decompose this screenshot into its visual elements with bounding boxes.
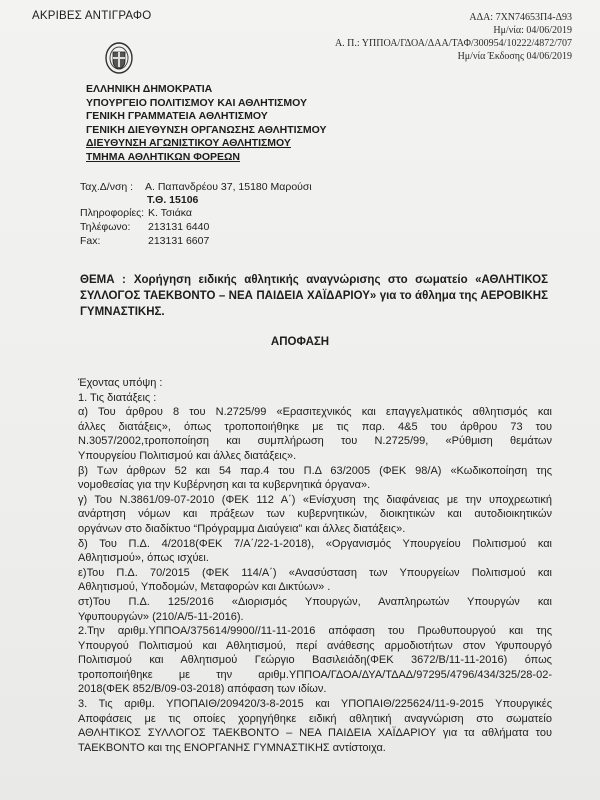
body-line: Ν.3057/2002,τροποποίηση και συμπλήρωση του Ν.2725/99, «Ρύθμιση θεμάτων [78,435,552,448]
body-line: β) Των άρθρων 52 και 54 παρ.4 του Π.Δ 63/2005 (ΦΕΚ 98/Α) «Κωδικοποίηση της [78,464,552,477]
date-line: Ημ/νία: 04/06/2019 [493,25,572,36]
subject-text: Χορήγηση ειδικής αθλητικής αναγνώρισης στο σωματείο «ΑΘΛΗΤΙΚΟΣ ΣΥΛΛΟΓΟΣ ΤΑΕΚΒΟΝΤΟ – ΝΕΑ ΠΑΙΔΕΙΑ ΧΑΪΔΑΡΙΟΥ» για το άθλημα της ΑΕΡΟΒΙΚΗΣ ΓΥΜΝΑΣΤΙΚΗΣ. [80,274,548,318]
address-label: Ταχ.Δ/νση : [80,181,134,193]
body-line: 1. Τις διατάξεις : [78,391,157,404]
decision-title: ΑΠΟΦΑΣΗ [270,336,330,348]
body-line: 2.Την αριθμ.ΥΠΠΟΑ/375614/9900//11-11-2016 απόφαση του Πρωθυπουργού και της [78,625,552,638]
body-line: άλλες διατάξεις», όπως τροποποιήθηκε με τις παρ. 4&5 του άρθρου 73 του [78,420,552,433]
issuing-authority-header [86,83,327,164]
certified-copy-stamp: ΑΚΡΙΒΕΣ ΑΝΤΙΓΡΑΦΟ [32,10,152,22]
subject-label: ΘΕΜΑ : [80,274,126,286]
protocol-number: Α. Π.: ΥΠΠΟΑ/ΓΔΟΑ/ΔΑΑ/ΤΑΦ/300954/10222/4872/707 [334,38,572,49]
body-line: Αποφάσεις με τις οποίες χορηγήθηκε ειδική αθλητική αναγνώριση στο σωματείο [78,712,552,725]
body-line: Έχοντας υπόψη : [78,377,163,389]
phone-value: 213131 6440 [148,221,210,233]
body-line: τροποποιήθηκε με την αριθμ.ΥΠΠΟΑ/ΓΔΟΑ/ΔΥΑ/ΤΔΑΔ/97295/4796/434/325/28-02- [78,668,552,681]
body-line: στ)Του Π.Δ. 125/2016 «Διορισμός Υπουργών, Αναπληρωτών Υπουργών και [78,595,552,608]
issue-date: Ημ/νία Έκδοσης 04/06/2019 [457,51,572,62]
body-line: Πολιτισμού και Αθλητισμού Γεώργιο Βασιλειάδη(ΦΕΚ 3672/Β/11-11-2016) όπως [78,654,552,667]
body-line: οργάνων στο διαδίκτυο “Πρόγραμμα Διαύγεια” και άλλες διατάξεις». [78,522,406,535]
body-line: Αθλητισμού, Υποδομών, Μεταφορών και Δικτύων» . [78,581,331,594]
body-line: ε)Του Π.Δ. 70/2015 (ΦΕΚ 114/Α΄) «Ανασύσταση των Υπουργείων Πολιτισμού και [78,566,552,579]
body-line: Υφυπουργών» (210/Α/5-11-2016). [78,610,244,623]
info-value: Κ. Τσιάκα [148,207,192,219]
body-line: νομοθεσίας για την Κυβέρνηση και τα κυβερνητικά όργανα». [78,479,371,492]
info-label: Πληροφορίες: [80,207,145,219]
fax-label: Fax: [80,235,101,247]
header-line-directorate: ΔΙΕΥΘΥΝΣΗ ΑΓΩΝΙΣΤΙΚΟΥ ΑΘΛΗΤΙΣΜΟΥ [86,137,291,149]
header-line-republic: ΕΛΛΗΝΙΚΗ ΔΗΜΟΚΡΑΤΙΑ [86,83,213,95]
postal-box: Τ.Θ. 15106 [147,194,199,206]
header-line-ministry: ΥΠΟΥΡΓΕΙΟ ΠΟΛΙΤΙΣΜΟΥ ΚΑΙ ΑΘΛΗΤΙΣΜΟΥ [86,96,307,109]
body-line: γ) Του Ν.3861/09-07-2010 (ΦΕΚ 112 Α΄) «Ενίσχυση της διαφάνειας με την υποχρεωτική [78,493,552,506]
body-line: Αθλητισμού», όπως ισχύει. [78,552,209,565]
body-line: ΑΘΛΗΤΙΚΟΣ ΣΥΛΛΟΓΟΣ ΤΑΕΚΒΟΝΤΟ – ΝΕΑ ΠΑΙΔΕΙΑ ΧΑΪΔΑΡΙΟΥ για τα αθλήματα του [78,727,552,740]
greek-coat-of-arms-icon [104,40,134,74]
ada-number: ΑΔΑ: 7ΧΝ74653Π4-Δ93 [469,12,572,23]
document-body [78,376,552,755]
fax-value: 213131 6607 [148,235,210,247]
header-line-department: ΤΜΗΜΑ ΑΘΛΗΤΙΚΩΝ ΦΟΡΕΩΝ [86,150,240,163]
body-line: ανάρτηση νόμων και πράξεων των κυβερνητικών, διοικητικών και αυτοδιοικητικών [78,508,552,521]
body-line: ΤΑΕΚΒΟΝΤΟ και της ΕΝΟΡΓΑΝΗΣ ΓΥΜΝΑΣΤΙΚΗΣ αντίστοιχα. [78,741,386,754]
address-value: Α. Παπανδρέου 37, 15180 Μαρούσι [145,181,312,193]
body-line: δ) Του Π.Δ. 4/2018(ΦΕΚ 7/Α΄/22-1-2018), «Οργανισμός Υπουργείου Πολιτισμού και [78,537,552,550]
subject-block [80,272,548,320]
header-line-general-directorate: ΓΕΝΙΚΗ ΔΙΕΥΘΥΝΣΗ ΟΡΓΑΝΩΣΗΣ ΑΘΛΗΤΙΣΜΟΥ [86,123,327,136]
body-line: Υπουργείου Πολιτισμού και άλλες διατάξεις». [78,449,297,462]
phone-label: Τηλέφωνο: [80,221,131,233]
header-line-secretariat: ΓΕΝΙΚΗ ΓΡΑΜΜΑΤΕΙΑ ΑΘΛΗΤΙΣΜΟΥ [86,110,268,122]
body-line: Υπουργού Πολιτισμού και Αθλητισμού, περί ανάθεσης αρμοδιοτήτων στον Υφυπουργό [78,639,552,652]
body-line: 3. Τις αριθμ. ΥΠΟΠΑΙΘ/209420/3-8-2015 και ΥΠΟΠΑΙΘ/225624/11-9-2015 Υπουργικές [78,698,552,711]
body-line: α) Του άρθρου 8 του Ν.2725/99 «Ερασιτεχνικός και επαγγελματικός αθλητισμός και [78,406,552,419]
body-line: 2018(ΦΕΚ 852/Β/09-03-2018) απόφαση των ιδίων. [78,683,327,696]
